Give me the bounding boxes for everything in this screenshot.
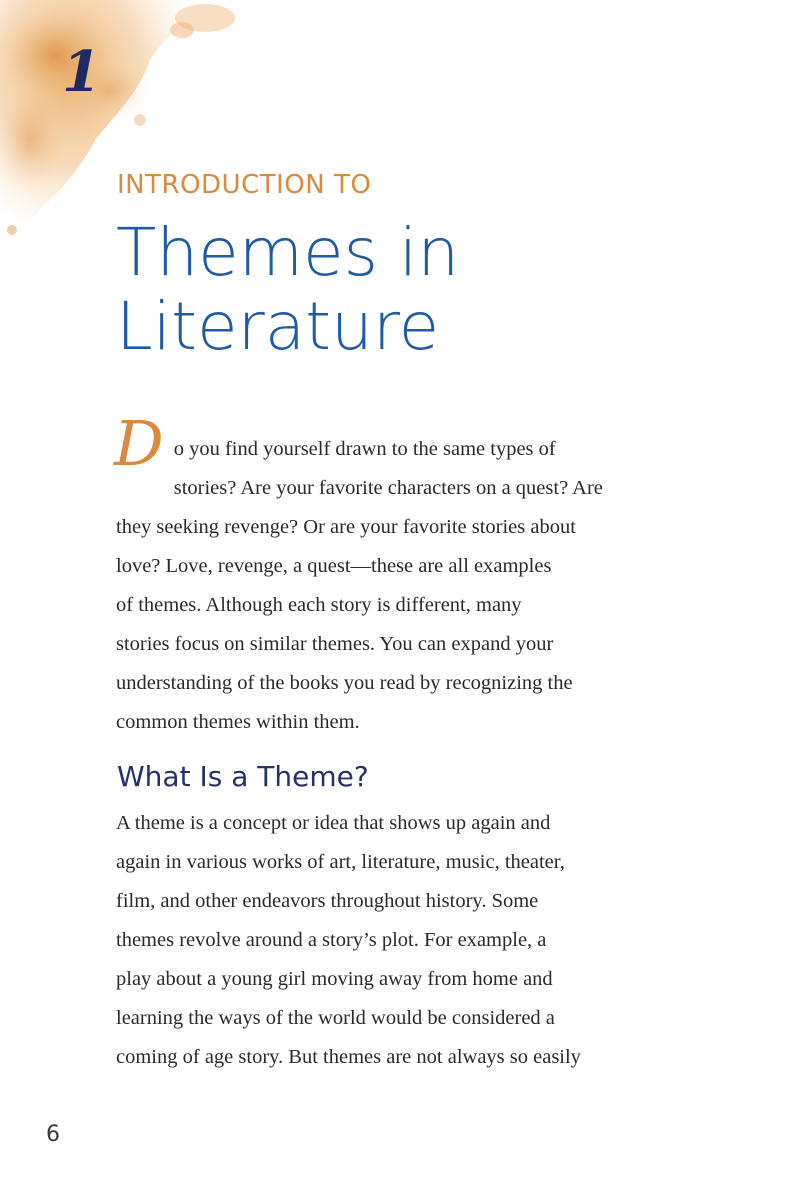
- section-paragraph: [116, 804, 656, 1077]
- section-line-4: themes revolve around a story’s plot. For example, a: [116, 929, 547, 951]
- intro-paragraph: [114, 407, 656, 742]
- intro-line-7: understanding of the books you read by recognizing the: [116, 672, 573, 694]
- section-line-6: learning the ways of the world would be considered a: [116, 1007, 555, 1029]
- section-line-3: film, and other endeavors throughout history. Some: [116, 890, 539, 912]
- intro-line-2: stories? Are your favorite characters on a quest? Are: [173, 477, 603, 499]
- section-line-7: coming of age story. But themes are not always so easily: [116, 1046, 581, 1068]
- section-line-2: again in various works of art, literature, music, theater,: [116, 851, 565, 873]
- drop-cap: D: [114, 407, 164, 480]
- section-line-1: A theme is a concept or idea that shows up again and: [116, 812, 551, 834]
- intro-line-6: stories focus on similar themes. You can expand your: [116, 633, 554, 655]
- intro-line-1: o you find yourself drawn to the same types of: [173, 438, 556, 460]
- section-heading: What Is a Theme?: [117, 760, 369, 793]
- chapter-number: 1: [62, 39, 101, 105]
- chapter-title-line-2: Literature: [116, 288, 440, 365]
- intro-line-5: of themes. Although each story is different, many: [116, 594, 522, 616]
- intro-line-3: they seeking revenge? Or are your favorite stories about: [116, 516, 576, 538]
- section-line-5: play about a young girl moving away from home and: [116, 968, 553, 990]
- chapter-title-line-1: Themes in: [116, 214, 460, 291]
- page-number: 6: [46, 1122, 60, 1147]
- chapter-kicker: INTRODUCTION TO: [117, 170, 372, 200]
- intro-line-4: love? Love, revenge, a quest—these are all examples: [116, 555, 552, 577]
- intro-line-8: common themes within them.: [116, 711, 360, 733]
- chapter-title: [116, 216, 756, 364]
